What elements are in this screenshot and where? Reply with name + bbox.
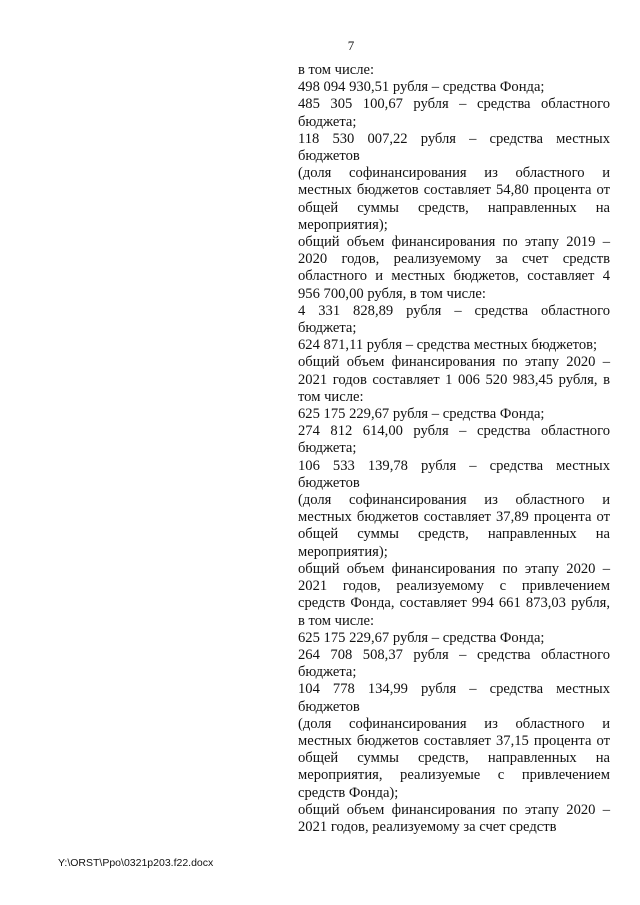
paragraph: общий объем финансирования по этапу 2020 – 2021 годов, реализуемому за счет средств — [298, 801, 610, 835]
paragraph: в том числе: — [298, 62, 375, 78]
paragraph: (доля софинансирования из областного и местных бюджетов составляет 37,15 процента от общей суммы средств, направленных на мероприятия, реализуемые с привлечением средств Фонда); — [298, 715, 610, 801]
paragraph: 625 175 229,67 рубля – средства Фонда; — [298, 406, 545, 423]
paragraph: (доля софинансирования из областного и местных бюджетов составляет 37,89 процента от общей суммы средств, направленных на мероприятия); — [298, 492, 610, 560]
paragraph: 118 530 007,22 рубля – средства местных бюджетов — [298, 130, 610, 165]
page-number: 7 — [347, 38, 355, 53]
paragraph: 4 331 828,89 рубля – средства областного бюджета; — [298, 302, 610, 337]
paragraph: общий объем финансирования по этапу 2019 – 2020 годов, реализуемому за счет средств областного и местных бюджетов, составляет 4 956 700,00 рубля, в том числе: — [298, 234, 610, 302]
paragraph: 104 778 134,99 рубля – средства местных бюджетов — [298, 681, 610, 715]
paragraph: 624 871,11 рубля – средства местных бюджетов; — [298, 337, 598, 354]
paragraph: 264 708 508,37 рубля – средства областного бюджета; — [298, 646, 610, 681]
paragraph: 485 305 100,67 рубля – средства областного бюджета; — [298, 96, 610, 130]
paragraph: 274 812 614,00 рубля – средства областного бюджета; — [298, 423, 610, 457]
paragraph: 106 533 139,78 рубля – средства местных бюджетов — [298, 457, 610, 491]
paragraph: общий объем финансирования по этапу 2020 – 2021 годов, реализуемому с привлечением средств Фонда, составляет 994 661 873,03 рубля, в том числе: — [298, 560, 610, 629]
paragraph: 625 175 229,67 рубля – средства Фонда; — [298, 629, 545, 646]
paragraph: 498 094 930,51 рубля – средства Фонда; — [298, 79, 545, 96]
document-body — [298, 62, 610, 836]
footer-file-path: Y:\ORST\Ppo\0321p203.f22.docx — [58, 857, 214, 869]
paragraph: (доля софинансирования из областного и местных бюджетов составляет 54,80 процента от общей суммы средств, направленных на мероприятия); — [298, 165, 610, 233]
paragraph: общий объем финансирования по этапу 2020 – 2021 годов составляет 1 006 520 983,45 рубля, в том числе: — [298, 354, 610, 405]
